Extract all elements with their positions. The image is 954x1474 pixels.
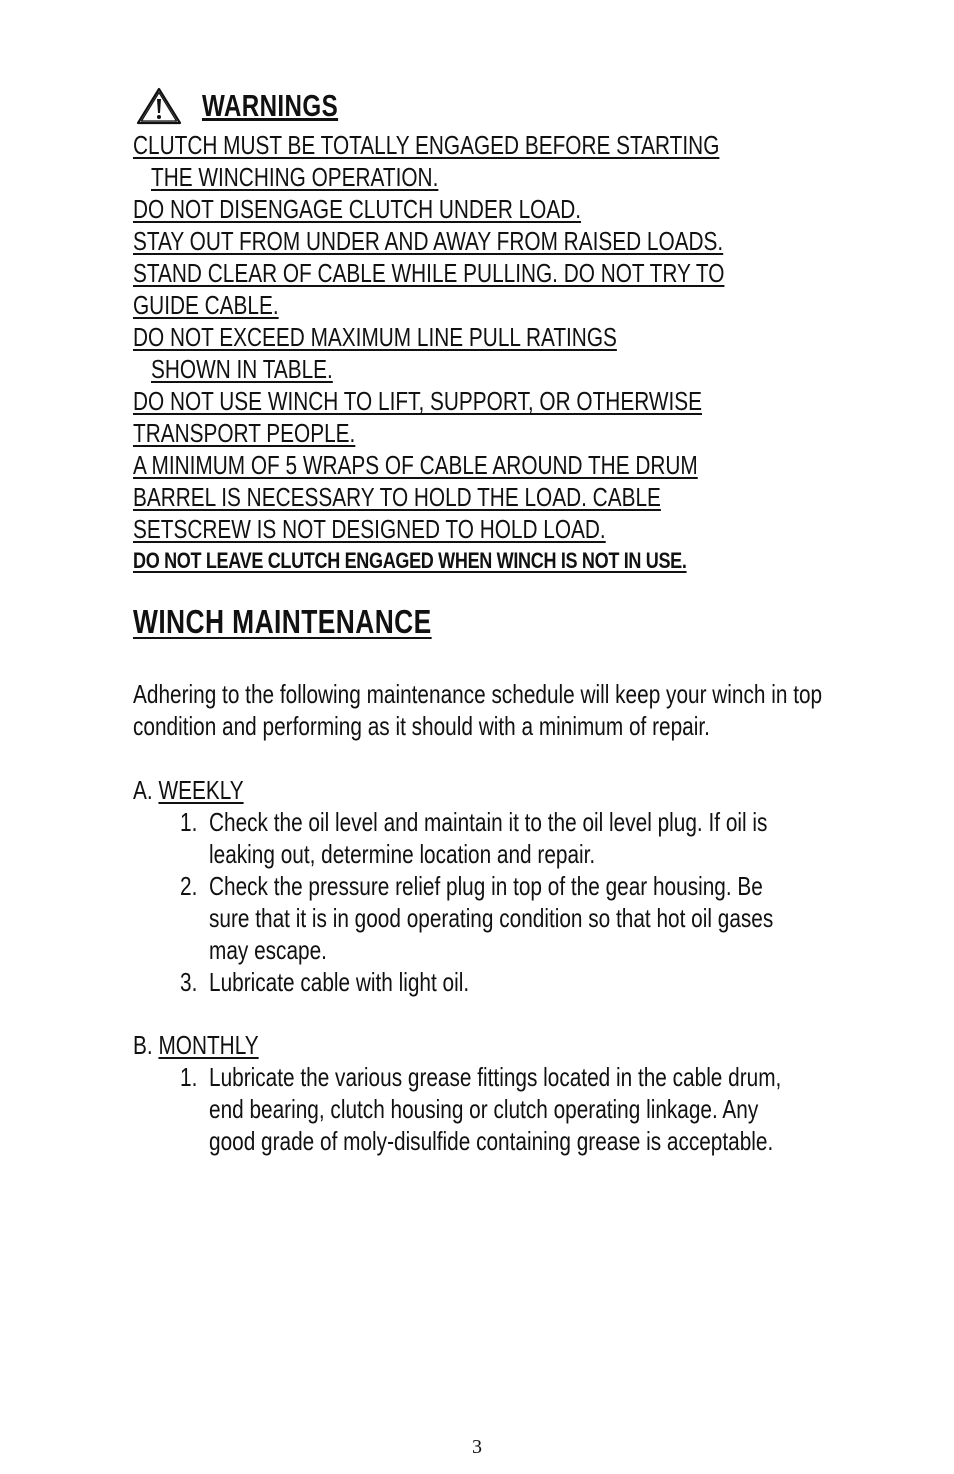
item-line: Check the oil level and maintain it to the oil level plug. If oil is [209,807,768,837]
section-monthly-heading [133,1029,259,1061]
item-line: may escape. [209,935,327,965]
warning-line: SETSCREW IS NOT DESIGNED TO HOLD LOAD. [133,514,606,544]
intro-line: Adhering to the following maintenance schedule will keep your winch in top [133,679,823,709]
warning-line: TRANSPORT PEOPLE. [133,418,356,448]
warning-line: DO NOT DISENGAGE CLUTCH UNDER LOAD. [133,194,582,224]
maintenance-title: WINCH MAINTENANCE [133,603,432,640]
warning-line: STAND CLEAR OF CABLE WHILE PULLING. DO NOT TRY TO [133,258,725,288]
item-line: end bearing, clutch housing or clutch operating linkage. Any [209,1094,759,1124]
item-line: Lubricate cable with light oil. [209,967,470,997]
warning-line: CLUTCH MUST BE TOTALLY ENGAGED BEFORE STARTING [133,130,720,160]
section-letter: B. [133,1030,153,1060]
warning-line: DO NOT EXCEED MAXIMUM LINE PULL RATINGS [133,322,617,352]
item-number: 3. [180,967,198,997]
warnings-header [136,86,377,126]
warning-line: A MINIMUM OF 5 WRAPS OF CABLE AROUND THE DRUM [133,450,698,480]
warning-line: DO NOT USE WINCH TO LIFT, SUPPORT, OR OTHERWISE [133,386,702,416]
page-number: 3 [472,1436,482,1458]
item-line: Lubricate the various grease fittings located in the cable drum, [209,1062,782,1092]
section-weekly-heading [133,774,244,806]
warning-line: THE WINCHING OPERATION. [151,162,439,192]
warning-triangle-icon [136,87,182,125]
warnings-title: WARNINGS [202,88,339,123]
warning-line-bold: DO NOT LEAVE CLUTCH ENGAGED WHEN WINCH IS NOT IN USE. [133,548,687,573]
section-letter: A. [133,775,153,805]
item-number: 1. [180,807,198,837]
warning-line: GUIDE CABLE. [133,290,279,320]
item-line: leaking out, determine location and repair. [209,839,596,869]
item-line: sure that it is in good operating condition so that hot oil gases [209,903,774,933]
item-line: Check the pressure relief plug in top of the gear housing. Be [209,871,763,901]
intro-line: condition and performing as it should with a minimum of repair. [133,711,710,741]
section-label: WEEKLY [158,775,244,805]
warning-line: BARREL IS NECESSARY TO HOLD THE LOAD. CABLE [133,482,661,512]
warning-line: SHOWN IN TABLE. [151,354,333,384]
section-label: MONTHLY [158,1030,259,1060]
warning-line: STAY OUT FROM UNDER AND AWAY FROM RAISED LOADS. [133,226,724,256]
item-line: good grade of moly-disulfide containing grease is acceptable. [209,1126,774,1156]
item-number: 1. [180,1062,198,1092]
item-number: 2. [180,871,198,901]
